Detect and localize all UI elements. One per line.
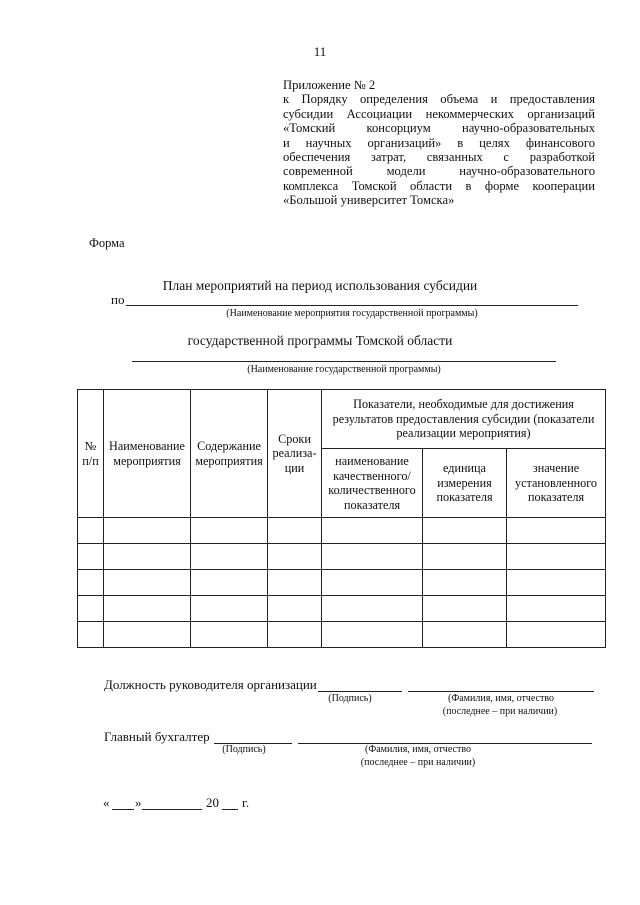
appendix-line: современной модели научно-образовательного xyxy=(283,164,595,179)
appendix-title: Приложение № 2 xyxy=(283,78,376,92)
table-cell[interactable] xyxy=(507,518,606,544)
table-row xyxy=(78,544,606,570)
head-fio-line[interactable] xyxy=(408,677,594,692)
head-signature-caption: (Подпись) xyxy=(328,693,372,704)
table-cell[interactable] xyxy=(104,518,191,544)
plan-title: План мероприятий на период использования субсидии xyxy=(162,278,478,293)
accountant-signature-caption: (Подпись) xyxy=(222,744,266,755)
table-cell[interactable] xyxy=(423,518,507,544)
table-cell[interactable] xyxy=(507,570,606,596)
header-indicators: Показатели, необходимые для достижения результатов предоставления субсидии (показатели реализации мероприятия) xyxy=(322,390,606,449)
header-indicator-name: наименование качественного/ количественного показателя xyxy=(322,449,423,518)
table-cell[interactable] xyxy=(322,570,423,596)
table-row xyxy=(78,622,606,648)
appendix-line: обеспечения затрат, связанных с разработкой xyxy=(283,150,595,165)
appendix-line: «Томский консорциум научно-образовательных xyxy=(283,121,595,136)
table-cell[interactable] xyxy=(507,596,606,622)
plan-table xyxy=(77,389,606,648)
program-text: государственной программы Томской области xyxy=(187,333,453,348)
table-cell[interactable] xyxy=(191,622,268,648)
table-cell[interactable] xyxy=(268,622,322,648)
head-fio-caption: (Фамилия, имя, отчество xyxy=(448,693,554,704)
table-cell[interactable] xyxy=(78,596,104,622)
table-cell[interactable] xyxy=(104,570,191,596)
header-terms: Сроки реализа-ции xyxy=(268,390,322,518)
table-cell[interactable] xyxy=(268,544,322,570)
appendix-block xyxy=(283,78,595,208)
table-cell[interactable] xyxy=(322,518,423,544)
appendix-line: «Большой университет Томска» xyxy=(283,193,455,208)
table-cell[interactable] xyxy=(322,622,423,648)
head-fio-caption-2: (последнее – при наличии) xyxy=(442,706,558,717)
date-open-quote: « xyxy=(103,795,110,810)
appendix-line: комплекса Томской области в форме кооперации xyxy=(283,178,595,193)
table-cell[interactable] xyxy=(322,596,423,622)
table-cell[interactable] xyxy=(268,596,322,622)
table-cell[interactable] xyxy=(322,544,423,570)
table-cell[interactable] xyxy=(78,544,104,570)
table-row xyxy=(78,518,606,544)
table-cell[interactable] xyxy=(104,596,191,622)
header-name: Наименование мероприятия xyxy=(104,390,191,518)
date-day-line[interactable] xyxy=(112,795,134,810)
accountant-fio-line[interactable] xyxy=(298,729,592,744)
table-cell[interactable] xyxy=(191,570,268,596)
date-year-prefix: 20 xyxy=(206,795,219,810)
head-signature-line[interactable] xyxy=(318,677,402,692)
accountant-label: Главный бухгалтер xyxy=(104,729,210,744)
table-cell[interactable] xyxy=(423,570,507,596)
table-cell[interactable] xyxy=(104,544,191,570)
date-year-line[interactable] xyxy=(222,795,238,810)
event-name-caption: (Наименование мероприятия государственной программы) xyxy=(226,308,478,319)
table-cell[interactable] xyxy=(191,518,268,544)
accountant-fio-caption-2: (последнее – при наличии) xyxy=(360,757,476,768)
date-month-line[interactable] xyxy=(142,795,202,810)
table-cell[interactable] xyxy=(268,518,322,544)
header-content: Содержание мероприятия xyxy=(191,390,268,518)
page-number: 11 xyxy=(313,44,327,59)
date-year-suffix: г. xyxy=(242,795,250,810)
header-value: значение установленного показателя xyxy=(507,449,606,518)
accountant-signature-line[interactable] xyxy=(214,729,292,744)
table-cell[interactable] xyxy=(191,596,268,622)
table-cell[interactable] xyxy=(423,544,507,570)
header-unit: единица измерения показателя xyxy=(423,449,507,518)
table-cell[interactable] xyxy=(78,570,104,596)
table-row xyxy=(78,570,606,596)
table-cell[interactable] xyxy=(268,570,322,596)
date-close-quote: » xyxy=(135,795,142,810)
form-label: Форма xyxy=(89,236,125,250)
program-name-line[interactable] xyxy=(132,349,556,362)
event-name-line[interactable] xyxy=(126,291,578,306)
header-num: № п/п xyxy=(78,390,104,518)
table-cell[interactable] xyxy=(423,596,507,622)
table-row xyxy=(78,596,606,622)
head-position-label: Должность руководителя организации xyxy=(104,677,317,692)
program-name-caption: (Наименование государственной программы) xyxy=(247,364,441,375)
table-cell[interactable] xyxy=(423,622,507,648)
appendix-line: и научных организаций» в целях финансового xyxy=(283,135,595,150)
table-cell[interactable] xyxy=(507,544,606,570)
table-cell[interactable] xyxy=(78,518,104,544)
table-cell[interactable] xyxy=(104,622,191,648)
table-cell[interactable] xyxy=(507,622,606,648)
table-cell[interactable] xyxy=(191,544,268,570)
appendix-line: субсидии Ассоциации некоммерческих организаций xyxy=(283,106,595,121)
table-cell[interactable] xyxy=(78,622,104,648)
po-label: по xyxy=(111,292,125,307)
accountant-fio-caption: (Фамилия, имя, отчество xyxy=(365,744,471,755)
appendix-line: к Порядку определения объема и предоставления xyxy=(283,92,595,107)
